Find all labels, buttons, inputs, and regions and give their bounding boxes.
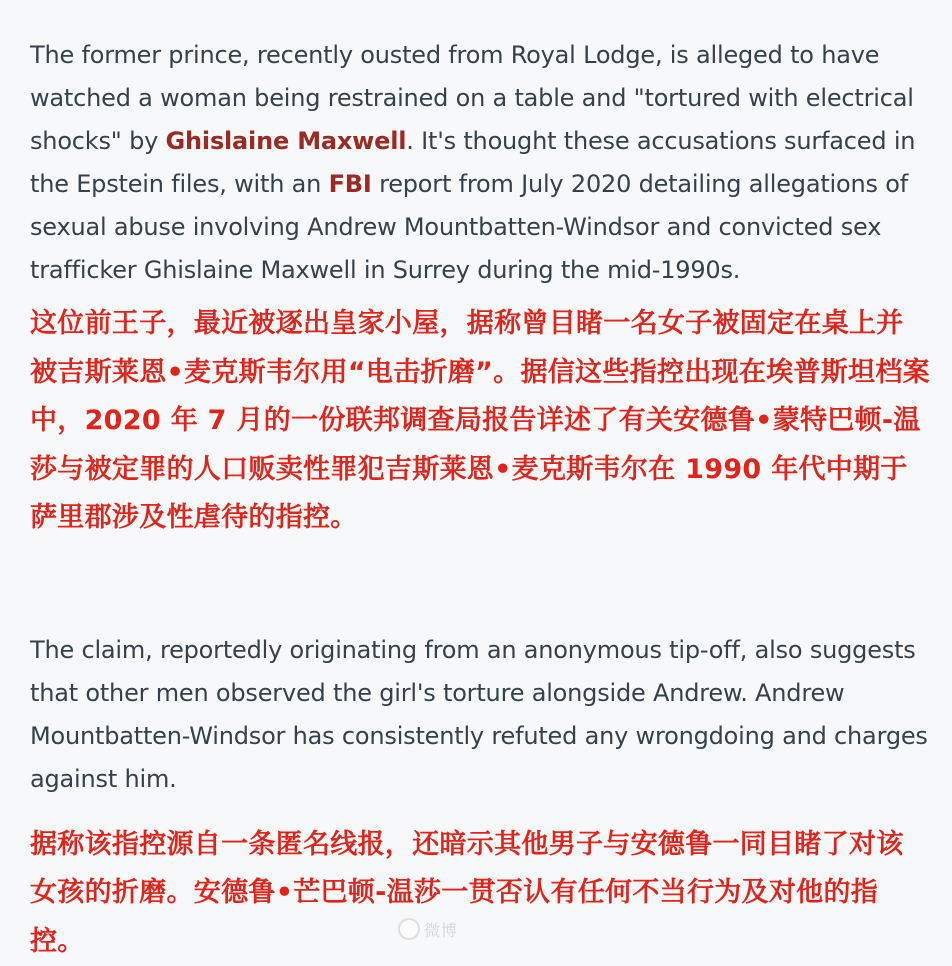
- paragraph-2-chinese-translation: 据称该指控源自一条匿名线报，还暗示其他男子与安德鲁一同目睹了对该女孩的折磨。安德鲁•芒巴顿-温莎一贯否认有任何不当行为及对他的指控。: [30, 821, 930, 966]
- fbi-link[interactable]: FBI: [329, 170, 372, 198]
- weibo-logo-icon: [398, 918, 420, 940]
- paragraph-1-text-part-1: The former prince, recently ousted from Royal Lodge, is alleged to have watched a woman being restrained on a table and "tortured with electrical shocks" by: [30, 41, 914, 155]
- paragraph-1-english: [30, 34, 930, 292]
- watermark-text: 微博: [424, 918, 458, 941]
- paragraph-1-chinese-translation: 这位前王子，最近被逐出皇家小屋，据称曾目睹一名女子被固定在桌上并被吉斯莱恩•麦克斯韦尔用“电击折磨”。据信这些指控出现在埃普斯坦档案中，2020 年 7 月的一份联邦调查局报告详述了有关安德鲁•蒙特巴顿-温莎与被定罪的人口贩卖性罪犯吉斯莱恩•麦克斯韦尔在 1990 年代中期于萨里郡涉及性虐待的指控。: [30, 300, 930, 543]
- paragraph-1-text-part-2: . It's thought these accusations surfaced in the Epstein files, with an: [30, 127, 915, 198]
- paragraph-1-text-part-3: report from July 2020 detailing allegations of sexual abuse involving Andrew Mountbatten-Windsor and convicted sex trafficker Ghislaine Maxwell in Surrey during the mid-1990s.: [30, 170, 908, 284]
- paragraph-2-english: The claim, reportedly originating from an anonymous tip-off, also suggests that other men observed the girl's torture alongside Andrew. Andrew Mountbatten-Windsor has consistently refuted any wrongdoing and charges against him.: [30, 629, 930, 801]
- weibo-watermark: [398, 916, 458, 942]
- article-body: [30, 34, 930, 966]
- ghislaine-maxwell-link[interactable]: Ghislaine Maxwell: [166, 127, 407, 155]
